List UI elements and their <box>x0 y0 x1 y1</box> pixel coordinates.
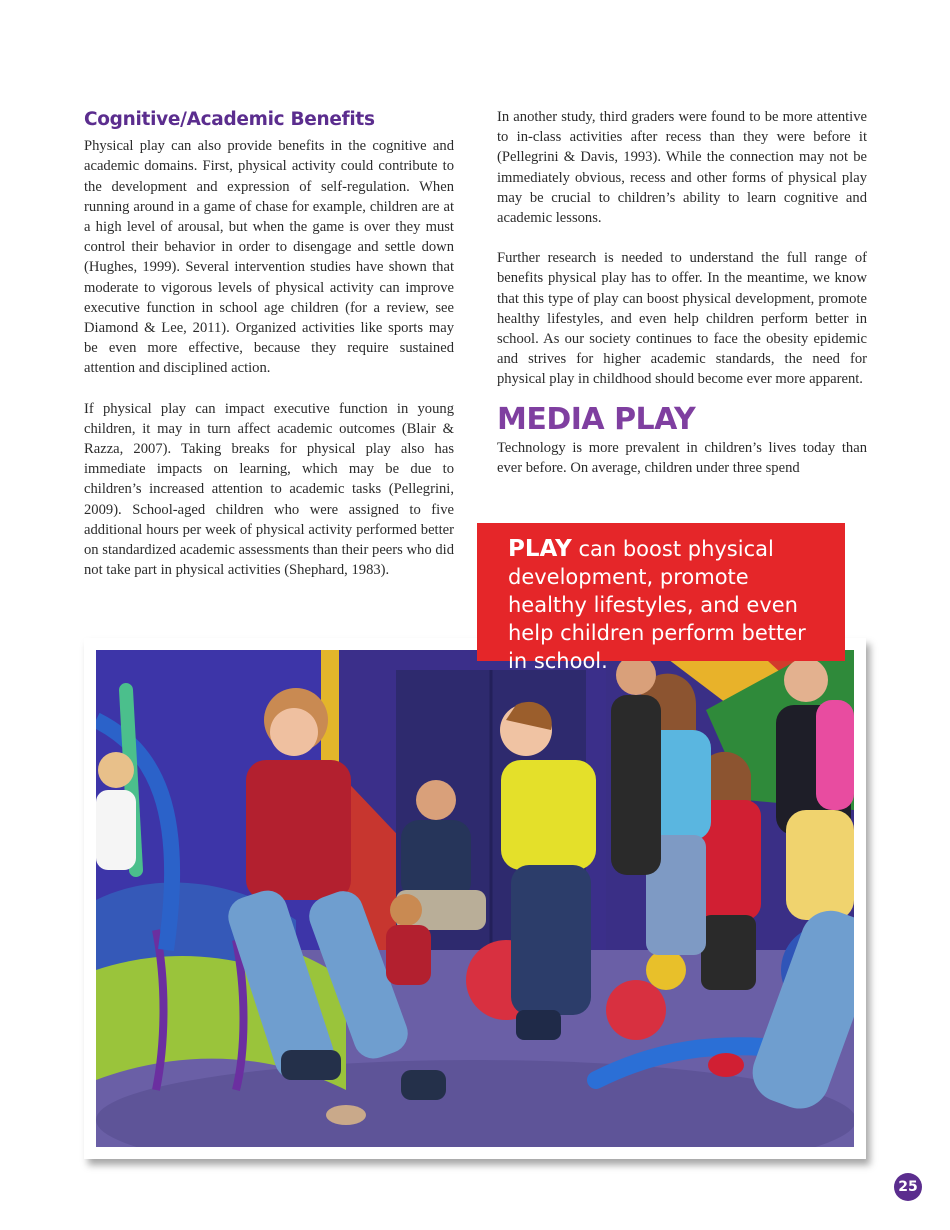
body-paragraph: If physical play can impact executive function in young children, it may in turn affect academic outcomes (Blair & Razza, 2007). Taking breaks for physical play also has immediate impacts on learning, which may be due to children’s increased attention to academic tasks (Pellegrini, 2009). School-aged children who were assigned to five additional hours per week of physical activity performed better on standardized academic assessments than their peers who did not take part in physical activities (Shephard, 1983). <box>84 400 454 579</box>
pull-quote-callout <box>477 523 845 673</box>
body-paragraph: Further research is needed to understand the full range of benefits physical play has to offer. In the meantime, we know that this type of play can boost physical development, promote healthy lifestyles, and even help children perform better in school. As our society continues to face the obesity epidemic and strives for higher academic standards, the need for physical play in childhood should become ever more apparent. <box>497 250 867 388</box>
pull-quote-text: can boost physical development, promote healthy lifestyles, and even help children perform better in school. <box>508 537 806 673</box>
children-playing-photo <box>96 650 854 1147</box>
section-title-media-play: MEDIA PLAY <box>497 401 696 437</box>
left-column <box>84 110 454 600</box>
photo-frame <box>84 638 866 1159</box>
body-paragraph: Physical play can also provide benefits in the cognitive and academic domains. First, physical activity could contribute to the development and expression of self-regulation. When running around in a game of chase for example, children are at a high level of arousal, but when the game is over they must control their behavior in order to disengage and settle down (Hughes, 1999). Several intervention studies have shown that moderate to vigorous levels of physical activity can improve executive function in school age children (for a review, see Diamond & Lee, 2011). Organized activities like sports may be even more effective, because they require sustained attention and disciplined action. <box>84 138 454 377</box>
section-heading-cognitive: Cognitive/Academic Benefits <box>84 109 375 130</box>
section-intro-paragraph: Technology is more prevalent in children’s lives today than ever before. On average, children under three spend <box>497 439 867 477</box>
pull-quote-lead: PLAY <box>508 536 572 562</box>
page-number-badge: 25 <box>894 1173 922 1201</box>
right-column <box>497 107 867 498</box>
body-paragraph: In another study, third graders were found to be more attentive to in-class activities after recess than they were before it (Pellegrini & Davis, 1993). While the connection may not be immediately obvious, recess and other forms of physical play may be crucial to children’s ability to learn cognitive and academic lessons. <box>497 109 867 227</box>
